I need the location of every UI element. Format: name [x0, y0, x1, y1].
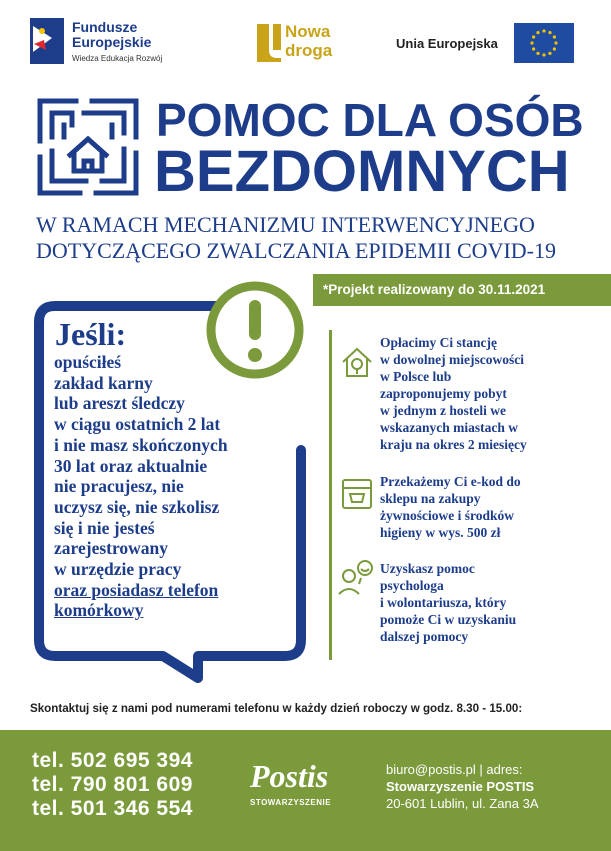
house-location-icon	[337, 342, 377, 382]
project-note: *Projekt realizowany do 30.11.2021	[313, 274, 611, 306]
nd-road-icon	[255, 20, 283, 64]
benefit-line: kraju na okres 2 miesięcy	[380, 437, 527, 452]
bubble-line: zarejestrowany	[54, 538, 169, 559]
bubble-underlined-line: oraz posiadasz telefon	[54, 579, 219, 600]
benefit-line: w jednym z hosteli we	[380, 403, 506, 418]
subtitle-line1: W RAMACH MECHANIZMU INTERWENCYJNEGO	[36, 212, 535, 237]
maze-house-icon	[36, 97, 140, 197]
bubble-line: zakład karny	[54, 372, 153, 393]
nowa-droga-logo	[255, 20, 345, 68]
benefit-line: wskazanych miastach w	[380, 420, 519, 435]
benefit-line: sklepu na zakupy	[380, 491, 481, 506]
benefit-line: pomoże Ci w uzyskaniu	[380, 612, 517, 627]
phone-number[interactable]: tel. 501 346 554	[32, 797, 193, 820]
benefit-line: dalszej pomocy	[380, 629, 469, 644]
contact-line: Skontaktuj się z nami pod numerami telefonu w każdy dzień roboczy w godz. 8.30 - 15.00:	[30, 702, 523, 715]
phone-number[interactable]: tel. 502 695 394	[32, 749, 193, 772]
bubble-line: nie pracujesz, nie	[54, 476, 184, 497]
benefit-line: w Polsce lub	[380, 369, 452, 384]
shop-icon	[337, 474, 377, 514]
bubble-line: się i nie jesteś	[54, 517, 155, 538]
bubble-line: i nie masz skończonych	[54, 434, 228, 455]
eu-flag-icon	[514, 23, 574, 63]
phone-number[interactable]: tel. 790 801 609	[32, 773, 193, 796]
bubble-line: lub areszt śledczy	[54, 393, 185, 414]
divider	[329, 330, 332, 660]
postal-address: 20-601 Lublin, ul. Zana 3A	[386, 796, 539, 811]
benefit-line: zaproponujemy pobyt	[380, 386, 507, 401]
benefit-line: Przekażemy Ci e-kod do	[380, 474, 521, 489]
bubble-conditions	[54, 352, 304, 621]
bubble-line: opuściłeś	[54, 352, 122, 372]
postis-logo: Postis	[250, 758, 329, 794]
bubble-line: w urzędzie pracy	[54, 559, 182, 580]
fundusze-europejskie-logo	[30, 18, 220, 66]
fe-star-icon	[30, 18, 64, 64]
benefit-line: i wolontariusza, który	[380, 595, 507, 610]
nd-line1: Nowa	[285, 22, 331, 41]
fe-line2: Europejskie	[72, 34, 152, 50]
bubble-heading: Jeśli:	[55, 316, 127, 352]
subtitle-line2: DOTYCZĄCEGO ZWALCZANIA EPIDEMII COVID-19	[36, 238, 556, 263]
benefit-line: Opłacimy Ci stancję	[380, 335, 497, 350]
title-line1: POMOC DLA OSÓB	[156, 94, 584, 146]
organization-name: Stowarzyszenie POSTIS	[386, 779, 535, 794]
benefit-line: żywnościowe i środków	[380, 508, 515, 523]
people-support-icon	[337, 558, 377, 598]
benefit-3	[380, 560, 516, 645]
bubble-underlined-line: komórkowy	[54, 600, 144, 621]
email-address-line[interactable]: biuro@postis.pl | adres:	[386, 762, 523, 777]
bubble-line: 30 lat oraz aktualnie	[54, 455, 208, 476]
benefit-line: higieny w wys. 500 zł	[380, 525, 501, 540]
bubble-line: w ciągu ostatnich 2 lat	[54, 414, 221, 435]
title-line2: BEZDOMNYCH	[154, 139, 570, 204]
benefit-line: psychologa	[380, 578, 444, 593]
bubble-line: uczysz się, nie szkolisz	[54, 496, 220, 517]
nd-line2: droga	[285, 41, 333, 60]
fe-line3: Wiedza Edukacja Rozwój	[72, 54, 163, 63]
benefit-line: Uzyskasz pomoc	[380, 561, 475, 576]
eu-label: Unia Europejska	[396, 36, 498, 51]
postis-logo-sub: STOWARZYSZENIE	[250, 798, 332, 807]
benefit-line: w dowolnej miejscowości	[380, 352, 524, 367]
benefit-2	[380, 473, 521, 541]
fe-line1: Fundusze	[72, 19, 138, 35]
benefit-1	[380, 334, 527, 453]
